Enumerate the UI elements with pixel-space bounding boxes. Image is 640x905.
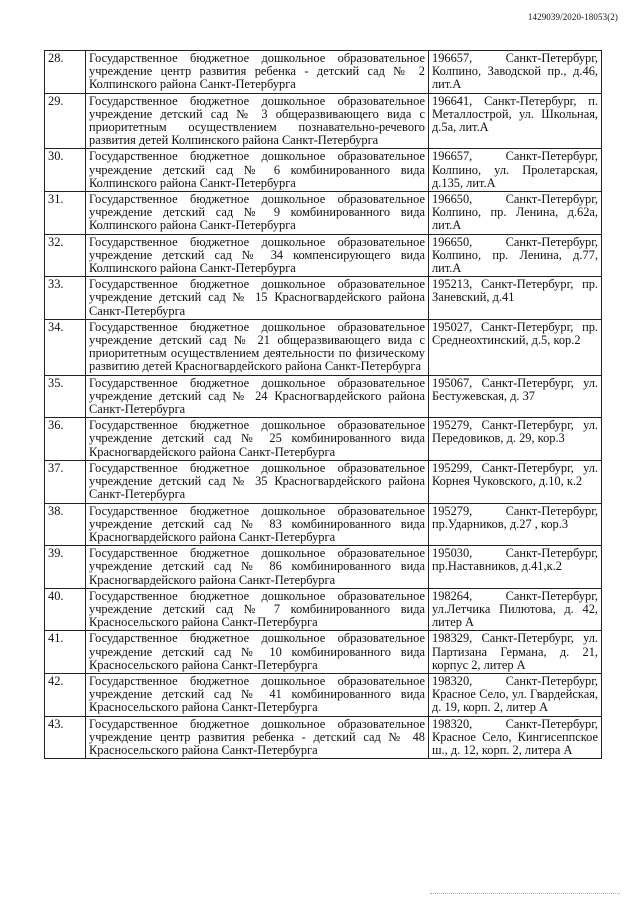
institution-address: 195027, Санкт-Петербург, пр. Среднеохтинский, д.5, кор.2 xyxy=(429,319,602,375)
table-row xyxy=(45,631,602,674)
table-row xyxy=(45,234,602,277)
institution-address: 195213, Санкт-Петербург, пр. Заневский, д.41 xyxy=(429,277,602,320)
institution-address: 198264, Санкт-Петербург, ул.Летчика Пилютова, д. 42, литер А xyxy=(429,588,602,631)
institution-address: 196650, Санкт-Петербург, Колпино, пр. Ленина, д.77, лит.А xyxy=(429,234,602,277)
institution-name: Государственное бюджетное дошкольное образовательное учреждение центр развития ребенка - детский сад № 48 Красносельского района Санкт-Петербурга xyxy=(86,716,429,759)
institution-name: Государственное бюджетное дошкольное образовательное учреждение детский сад № 7 комбинированного вида Красносельского района Санкт-Петербурга xyxy=(86,588,429,631)
institutions-table xyxy=(44,50,602,759)
institution-address: 198320, Санкт-Петербург, Красное Село, Кингисеппское ш., д. 12, корп. 2, литера А xyxy=(429,716,602,759)
table-row xyxy=(45,546,602,589)
row-number: 35. xyxy=(45,375,86,418)
institution-name: Государственное бюджетное дошкольное образовательное учреждение детский сад № 3 общеразвивающего вида с приоритетным осуществлением познавательно-речевого развития детей Колпинского района Санкт-Петербурга xyxy=(86,93,429,149)
table-row xyxy=(45,716,602,759)
row-number: 30. xyxy=(45,149,86,192)
table-row xyxy=(45,319,602,375)
institution-name: Государственное бюджетное дошкольное образовательное учреждение детский сад № 41 комбинированного вида Красносельского района Санкт-Петербурга xyxy=(86,673,429,716)
institution-address: 195279, Санкт-Петербург, пр.Ударников, д.27 , кор.3 xyxy=(429,503,602,546)
table-row xyxy=(45,588,602,631)
row-number: 31. xyxy=(45,192,86,235)
row-number: 42. xyxy=(45,673,86,716)
institution-address: 195030, Санкт-Петербург, пр.Наставников, д.41,к.2 xyxy=(429,546,602,589)
table-row xyxy=(45,192,602,235)
institution-address: 198329, Санкт-Петербург, ул. Партизана Германа, д. 21, корпус 2, литер А xyxy=(429,631,602,674)
row-number: 32. xyxy=(45,234,86,277)
institution-name: Государственное бюджетное дошкольное образовательное учреждение детский сад № 83 комбинированного вида Красногвардейского района Санкт-Петербурга xyxy=(86,503,429,546)
table-row xyxy=(45,673,602,716)
table-row xyxy=(45,149,602,192)
institution-name: Государственное бюджетное дошкольное образовательное учреждение детский сад № 34 компенсирующего вида Колпинского района Санкт-Петербурга xyxy=(86,234,429,277)
institution-name: Государственное бюджетное дошкольное образовательное учреждение детский сад № 25 комбинированного вида Красногвардейского района Санкт-Петербурга xyxy=(86,418,429,461)
row-number: 29. xyxy=(45,93,86,149)
institution-address: 196657, Санкт-Петербург, Колпино, Заводской пр., д.46, лит.А xyxy=(429,51,602,94)
institution-name: Государственное бюджетное дошкольное образовательное учреждение детский сад № 35 Красногвардейского района Санкт-Петербурга xyxy=(86,460,429,503)
table-row xyxy=(45,503,602,546)
institution-name: Государственное бюджетное дошкольное образовательное учреждение детский сад № 15 Красногвардейского района Санкт-Петербурга xyxy=(86,277,429,320)
row-number: 43. xyxy=(45,716,86,759)
institution-name: Государственное бюджетное дошкольное образовательное учреждение детский сад № 24 Красногвардейского района Санкт-Петербурга xyxy=(86,375,429,418)
institution-name: Государственное бюджетное дошкольное образовательное учреждение центр развития ребенка - детский сад № 2 Колпинского района Санкт-Петербурга xyxy=(86,51,429,94)
row-number: 34. xyxy=(45,319,86,375)
institution-name: Государственное бюджетное дошкольное образовательное учреждение детский сад № 9 комбинированного вида Колпинского района Санкт-Петербурга xyxy=(86,192,429,235)
row-number: 37. xyxy=(45,460,86,503)
institution-name: Государственное бюджетное дошкольное образовательное учреждение детский сад № 6 комбинированного вида Колпинского района Санкт-Петербурга xyxy=(86,149,429,192)
institution-address: 195299, Санкт-Петербург, ул. Корнея Чуковского, д.10, к.2 xyxy=(429,460,602,503)
scan-edge-mark xyxy=(430,893,620,898)
table-row xyxy=(45,93,602,149)
institution-address: 196657, Санкт-Петербург, Колпино, ул. Пролетарская, д.135, лит.А xyxy=(429,149,602,192)
row-number: 41. xyxy=(45,631,86,674)
row-number: 36. xyxy=(45,418,86,461)
institution-address: 195279, Санкт-Петербург, ул. Передовиков, д. 29, кор.3 xyxy=(429,418,602,461)
row-number: 39. xyxy=(45,546,86,589)
table-row xyxy=(45,277,602,320)
institution-address: 198320, Санкт-Петербург, Красное Село, ул. Гвардейская, д. 19, корп. 2, литер А xyxy=(429,673,602,716)
institution-address: 196650, Санкт-Петербург, Колпино, пр. Ленина, д.62а, лит.А xyxy=(429,192,602,235)
table-row xyxy=(45,418,602,461)
institutions-table-body xyxy=(45,51,602,759)
document-number: 1429039/2020-18053(2) xyxy=(527,12,618,22)
row-number: 38. xyxy=(45,503,86,546)
institution-address: 196641, Санкт-Петербург, п. Металлострой, ул. Школьная, д.5а, лит.А xyxy=(429,93,602,149)
table-row xyxy=(45,51,602,94)
row-number: 33. xyxy=(45,277,86,320)
row-number: 40. xyxy=(45,588,86,631)
institution-name: Государственное бюджетное дошкольное образовательное учреждение детский сад № 21 общеразвивающего вида с приоритетным осуществлением деятельности по физическому развитию детей Красногвардейского района Санкт-Петербурга xyxy=(86,319,429,375)
table-row xyxy=(45,460,602,503)
table-row xyxy=(45,375,602,418)
institution-name: Государственное бюджетное дошкольное образовательное учреждение детский сад № 86 комбинированного вида Красногвардейского района Санкт-Петербурга xyxy=(86,546,429,589)
institution-address: 195067, Санкт-Петербург, ул. Бестужевская, д. 37 xyxy=(429,375,602,418)
institution-name: Государственное бюджетное дошкольное образовательное учреждение детский сад № 10 комбинированного вида Красносельского района Санкт-Петербурга xyxy=(86,631,429,674)
row-number: 28. xyxy=(45,51,86,94)
